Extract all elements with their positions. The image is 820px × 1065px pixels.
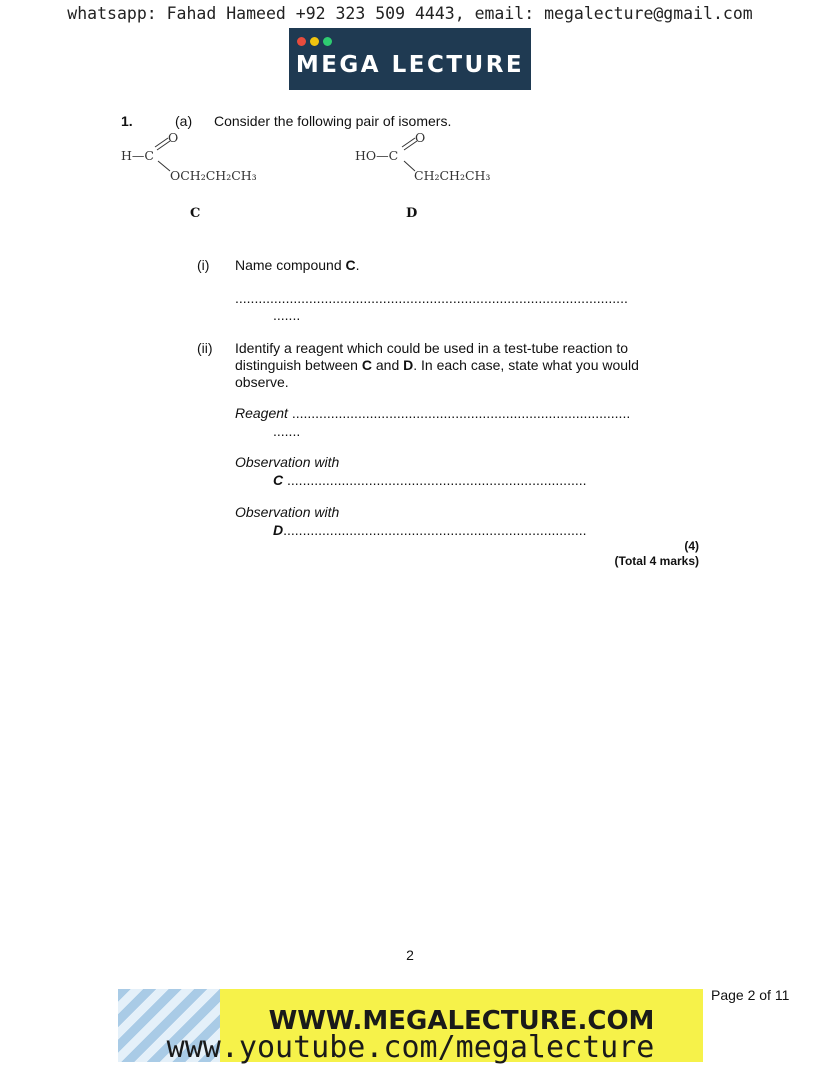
page-number: 2 — [406, 947, 414, 963]
subquestion-ii-compound-d: D — [403, 357, 414, 373]
compound-c-carbonyl-o: O — [168, 130, 179, 145]
observation-d-dots: .............................................................................. — [283, 522, 587, 538]
question-number: 1. — [121, 113, 133, 129]
observation-c-answer-line — [273, 472, 587, 489]
logo-dots — [297, 37, 332, 46]
subquestion-ii-line2-start: distinguish between — [235, 357, 362, 373]
subquestion-ii-line2-mid: and — [372, 357, 404, 373]
observation-c-compound: C — [273, 472, 284, 488]
subquestion-i-text-end: . — [355, 257, 360, 273]
reagent-answer-line — [235, 405, 630, 422]
compound-c-structure — [118, 128, 288, 228]
subquestion-i-text — [235, 257, 360, 274]
compound-c-chain: OCH₂CH₂CH₃ — [170, 168, 257, 183]
contact-line: whatsapp: Fahad Hameed +92 323 509 4443, email: megalecture@gmail.com — [67, 4, 753, 23]
observation-d-label: Observation with — [235, 504, 340, 520]
logo-dot-red — [297, 37, 306, 46]
observation-d-compound: D — [273, 522, 284, 538]
logo-dot-yellow — [310, 37, 319, 46]
page-of-total: Page 2 of 11 — [711, 987, 790, 1003]
subquestion-i-number: (i) — [197, 257, 210, 273]
total-marks: (Total 4 marks) — [614, 554, 699, 568]
subquestion-i-compound: C — [345, 257, 356, 273]
mega-lecture-logo — [289, 28, 531, 90]
subquestion-i-text-start: Name compound — [235, 257, 346, 273]
subquestion-ii-line3: observe. — [235, 374, 289, 390]
logo-dot-green — [323, 37, 332, 46]
compound-d-structure — [352, 128, 522, 228]
observation-c-dots: ............................................................................. — [283, 472, 587, 488]
reagent-label: Reagent — [235, 405, 288, 421]
compound-c-h-bond: H—C — [121, 148, 154, 163]
logo-text: MEGA LECTURE — [295, 52, 525, 78]
reagent-dots: ....................................................................................... — [287, 405, 631, 421]
answer-line-i: ..................................................................................................... — [235, 290, 628, 306]
observation-d-answer-line — [273, 522, 587, 539]
subquestion-ii-line2 — [235, 357, 639, 374]
answer-line-i-continued: ....... — [273, 307, 301, 323]
subquestion-ii-line2-end: . In each case, state what you would — [413, 357, 639, 373]
compound-d-label: D — [406, 206, 418, 221]
footer-youtube-link[interactable]: www.youtube.com/megalecture — [166, 1030, 655, 1065]
compound-d-carbonyl-o: O — [415, 130, 426, 145]
compound-c-label: C — [190, 206, 201, 221]
compound-d-chain: CH₂CH₂CH₃ — [414, 168, 491, 183]
marks: (4) — [684, 539, 699, 553]
question-part: (a) — [175, 113, 193, 129]
reagent-answer-line-continued: ....... — [273, 423, 301, 439]
subquestion-ii-number: (ii) — [197, 340, 213, 356]
compound-d-ho-bond: HO—C — [355, 148, 399, 163]
subquestion-ii-compound-c: C — [361, 357, 372, 373]
observation-c-label: Observation with — [235, 454, 340, 470]
question-intro: Consider the following pair of isomers. — [214, 113, 452, 129]
footer-website-link[interactable]: WWW.MEGALECTURE.COM — [268, 1006, 655, 1036]
subquestion-ii-line1: Identify a reagent which could be used in a test-tube reaction to — [235, 340, 629, 356]
